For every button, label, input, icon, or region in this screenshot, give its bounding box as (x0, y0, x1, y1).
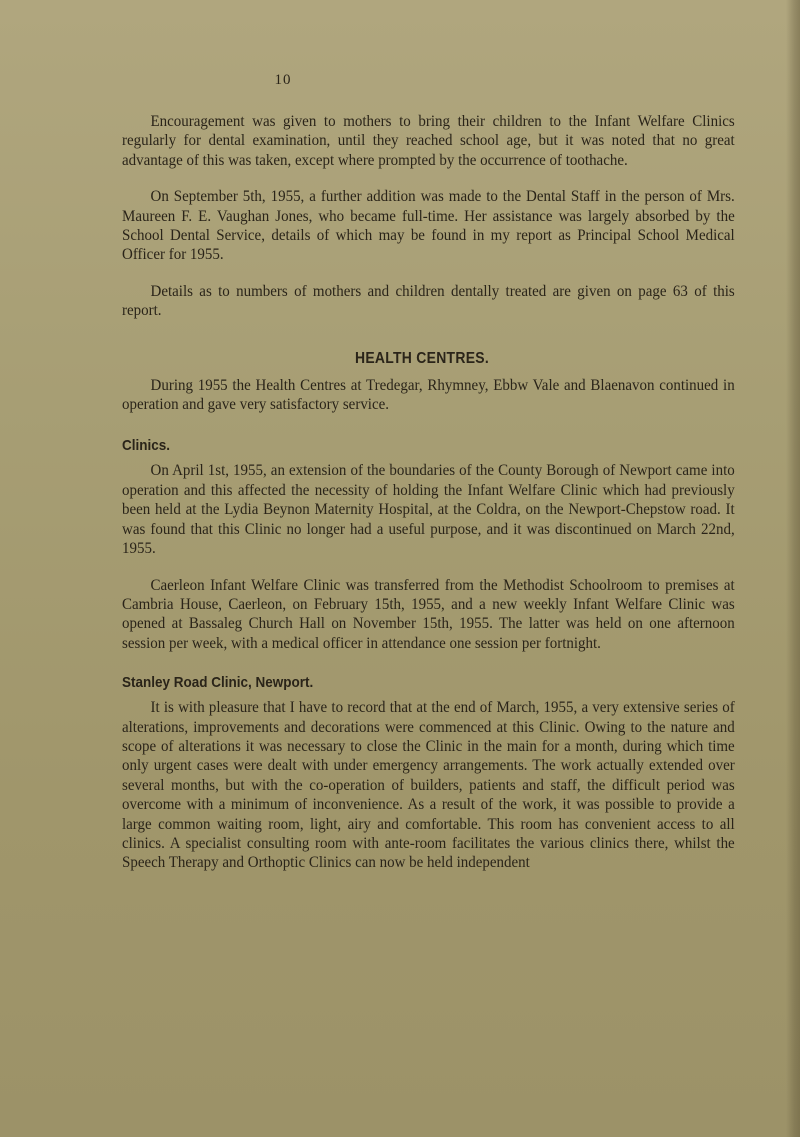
paragraph-health-centres: During 1955 the Health Centres at Tredegar, Rhymney, Ebbw Vale and Blaenavon continued in operation and gave very satisfactory service. (122, 374, 735, 414)
spacer (122, 264, 735, 281)
spacer (122, 652, 735, 674)
spacer (122, 558, 735, 575)
paragraph-dental-details: Details as to numbers of mothers and children dentally treated are given on page 63 of this report. (122, 280, 735, 320)
paragraph-dental-encouragement: Encouragement was given to mothers to bring their children to the Infant Welfare Clinics regularly for dental examination, until they reached school age, but it was noted that no great advantage of this was taken, except where prompted by the occurrence of toothache. (122, 111, 735, 169)
paragraph-clinics-newport-boundary: On April 1st, 1955, an extension of the boundaries of the County Borough of Newport came into operation and this affected the necessity of holding the Infant Welfare Clinic which had previously been held at the Lydia Beynon Maternity Hospital, at the Coldra, on the Newport-Chepstow road. It was found that this Clinic no longer had a useful purpose, and it was discontinued on March 22nd, 1955. (122, 460, 735, 558)
paragraph-clinics-caerleon: Caerleon Infant Welfare Clinic was transferred from the Methodist Schoolroom to premises at Cambria House, Caerleon, on February 15th, 1955, and a new weekly Infant Welfare Clinic was opened at Bassaleg Church Hall on November 15th, 1955. The latter was held on one afternoon session per week, with a medical officer in attendance one session per fortnight. (122, 574, 735, 652)
spacer (122, 320, 735, 350)
page-number: 10 (274, 72, 292, 88)
heading-stanley-road-clinic: Stanley Road Clinic, Newport. (122, 674, 314, 692)
paragraph-stanley-road: It is with pleasure that I have to record that at the end of March, 1955, a very extensive series of alterations, improvements and decorations were commenced at this Clinic. Owing to the nature and scope of alterations it was necessary to close the Clinic in the main for a month, during which time only urgent cases were dealt with under emergency arrangements. The work actually extended over several months, but with the co-operation of builders, patients and staff, the difficult period was overcome with a minimum of inconvenience. As a result of the work, it was possible to provide a large common waiting room, light, airy and comfortable. This room has convenient access to all clinics. A specialist consulting room with ante-room facilitates the various clinics there, whilst the Speech Therapy and Orthoptic Clinics can now be held independent (122, 697, 735, 872)
heading-clinics: Clinics. (122, 437, 171, 455)
heading-health-centres: HEALTH CENTRES. (354, 349, 489, 367)
page-body (122, 111, 735, 872)
paragraph-dental-staff: On September 5th, 1955, a further addition was made to the Dental Staff in the person of Mrs. Maureen F. E. Vaughan Jones, who became full-time. Her assistance was largely absorbed by the School Dental Service, details of which may be found in my report as Principal School Medical Officer for 1955. (122, 186, 735, 264)
spacer (122, 413, 735, 437)
spacer (122, 368, 735, 375)
page-edge-shadow (786, 0, 800, 1137)
spacer (122, 169, 735, 186)
